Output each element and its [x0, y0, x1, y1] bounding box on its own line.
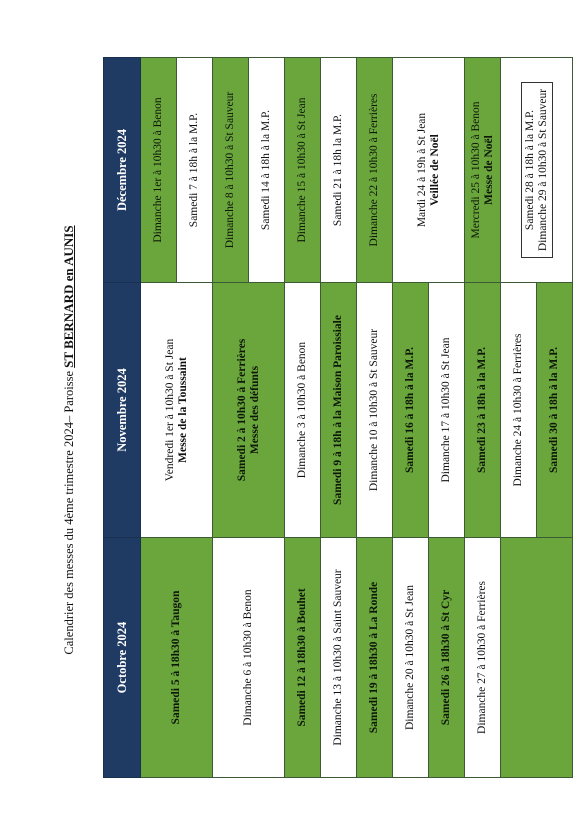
oct-cell: Dimanche 6 à 10h30 à Benon	[213, 538, 285, 778]
dec-cell: Dimanche 1er à 10h30 à Benon	[141, 58, 177, 283]
oct-cell: Samedi 19 à 18h30 à La Ronde	[357, 538, 393, 778]
parish-name: ST BERNARD en AUNIS	[61, 225, 76, 368]
nov-cell: Dimanche 24 à 10h30 à Ferrières	[501, 283, 537, 538]
oct-cell: Samedi 5 à 18h30 à Taugon	[141, 538, 213, 778]
nov-cell: Vendredi 1er à 10h30 à St Jean Messe de la Toussaint	[141, 283, 213, 538]
table-row	[465, 58, 501, 778]
dec-cell	[501, 58, 573, 283]
dec-cell: Samedi 14 à 18h à la M.P.	[249, 58, 285, 283]
dec-cell: Samedi 21 à 18h la M.P.	[321, 58, 357, 283]
oct-cell: Dimanche 13 à 10h30 à Saint Sauveur	[321, 538, 357, 778]
oct-cell: Samedi 26 à 18h30 à St Cyr	[429, 538, 465, 778]
dec-cell: Samedi 7 à 18h à la M.P.	[177, 58, 213, 283]
header-december: Décembre 2024	[104, 58, 141, 283]
dec-cell: Dimanche 15 à 10h30 à St Jean	[285, 58, 321, 283]
dec-cell: Dimanche 8 à 10h30 à St Sauveur	[213, 58, 249, 283]
title-prefix: Calendrier des messes du 4ème trimestre 2024– Paroisse	[62, 367, 76, 655]
table-row	[357, 58, 393, 778]
table-row	[321, 58, 357, 778]
header-october: Octobre 2024	[104, 538, 141, 778]
table-row	[141, 58, 177, 778]
boxed-entries: Samedi 28 à 18h à la M.P. Dimanche 29 à 10h30 à St Sauveur	[521, 82, 553, 258]
mass-calendar-table	[103, 57, 573, 778]
oct-cell: Dimanche 27 à 10h30 à Ferrières	[465, 538, 501, 778]
nov-cell: Samedi 9 à 18h à la Maison Paroissiale	[321, 283, 357, 538]
dec-cell: Dimanche 22 à 10h30 à Ferrières	[357, 58, 393, 283]
dec-cell: Mardi 24 à 19h à St Jean Veillée de Noël	[393, 58, 465, 283]
nov-cell: Samedi 23 à 18h à la M.P.	[465, 283, 501, 538]
page-title	[59, 60, 79, 820]
header-row	[104, 58, 141, 778]
table-row	[213, 58, 249, 778]
dec-cell: Mercredi 25 à 10h30 à Benon Messe de Noël	[465, 58, 501, 283]
oct-cell	[501, 538, 573, 778]
calendar-table-container	[103, 58, 560, 778]
table-row	[393, 58, 429, 778]
header-november: Novembre 2024	[104, 283, 141, 538]
nov-cell: Dimanche 10 à 10h30 à St Sauveur	[357, 283, 393, 538]
nov-cell: Samedi 16 à 18h à la M.P.	[393, 283, 429, 538]
nov-cell: Samedi 30 à 18h à la M.P.	[537, 283, 573, 538]
nov-cell: Dimanche 3 à 10h30 à Benon	[285, 283, 321, 538]
oct-cell: Samedi 12 à 18h30 à Bouhet	[285, 538, 321, 778]
nov-cell: Dimanche 17 à 10h30 à St Jean	[429, 283, 465, 538]
table-row	[285, 58, 321, 778]
nov-cell: Samedi 2 à 10h30 à Ferrières Messe des défunts	[213, 283, 285, 538]
oct-cell: Dimanche 20 à 10h30 à St Jean	[393, 538, 429, 778]
